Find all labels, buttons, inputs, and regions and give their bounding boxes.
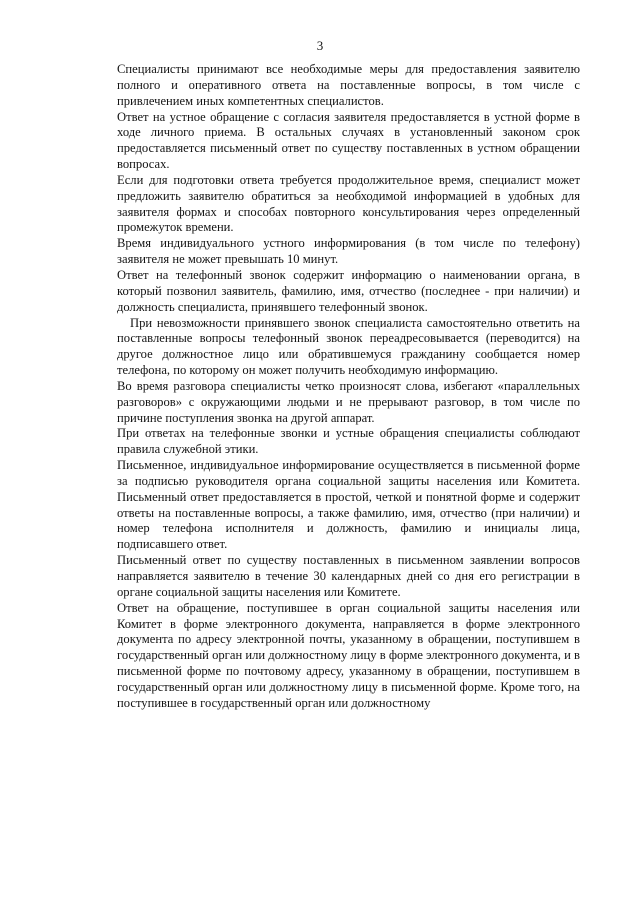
paragraph-conversation-rules: Во время разговора специалисты четко произносят слова, избегают «параллельных разговоров» с окружающими людьми и не прерывают разговор, в том числе по причине поступления звонка на другой аппарат.	[117, 378, 580, 425]
paragraph-time-limit: Время индивидуального устного информирования (в том числе по телефону) заявителя не может превышать 10 минут.	[117, 236, 580, 267]
body-text	[117, 62, 580, 712]
paragraph-phone-reply: Ответ на телефонный звонок содержит информацию о наименовании органа, в который позвонил заявитель, фамилию, имя, отчество (последнее - при наличии) и должность специалиста, принявшего телефонный звонок.	[117, 267, 580, 314]
paragraph-written-informing: Письменное, индивидуальное информирование осуществляется в письменной форме за подписью руководителя органа социальной защиты населения или Комитета. Письменный ответ предоставляется в простой, четкой и понятной форме и содержит ответы на поставленные вопросы, а также фамилию, имя, отчество (при наличии) и номер телефона исполнителя и должность, фамилию и инициалы лица, подписавшего ответ.	[117, 458, 580, 552]
paragraph-long-preparation: Если для подготовки ответа требуется продолжительное время, специалист может предложить заявителю обратиться за необходимой информацией в удобных для заявителя формах и способах повторного консультирования через определенный промежуток времени.	[117, 172, 580, 235]
paragraph-written-reply-term: Письменный ответ по существу поставленных в письменном заявлении вопросов направляется заявителю в течение 30 календарных дней со дня его регистрации в органе социальной защиты населения или Комитете.	[117, 553, 580, 599]
paragraph-electronic-reply: Ответ на обращение, поступившее в орган социальной защиты населения или Комитет в форме электронного документа, направляется в форме электронного документа по адресу электронной почты, указанному в обращении, поступившем в государственный орган или должностному лицу в форме электронного документа, и в письменной форме по почтовому адресу, указанному в обращении, поступившем в государственный орган или должностному лицу в письменной форме. Кроме того, на поступившее в государственный орган или должностному	[117, 600, 580, 710]
paragraph-call-redirect: При невозможности принявшего звонок специалиста самостоятельно ответить на поставленные вопросы телефонный звонок переадресовывается (переводится) на другое должностное лицо или обратившемуся гражданину сообщается номер телефона, по которому он может получить необходимую информацию.	[117, 315, 580, 378]
paragraph-oral-reply: Ответ на устное обращение с согласия заявителя предоставляется в устной форме в ходе личного приема. В остальных случаях в установленный законом срок предоставляется письменный ответ по существу поставленных в устном обращении вопросах.	[117, 109, 580, 172]
paragraph-service-ethics: При ответах на телефонные звонки и устные обращения специалисты соблюдают правила служебной этики.	[117, 426, 580, 457]
paragraph-specialists-measures: Специалисты принимают все необходимые меры для предоставления заявителю полного и оперативного ответа на поставленные вопросы, в том числе с привлечением иных компетентных специалистов.	[117, 62, 580, 108]
page-number: 3	[316, 38, 324, 53]
